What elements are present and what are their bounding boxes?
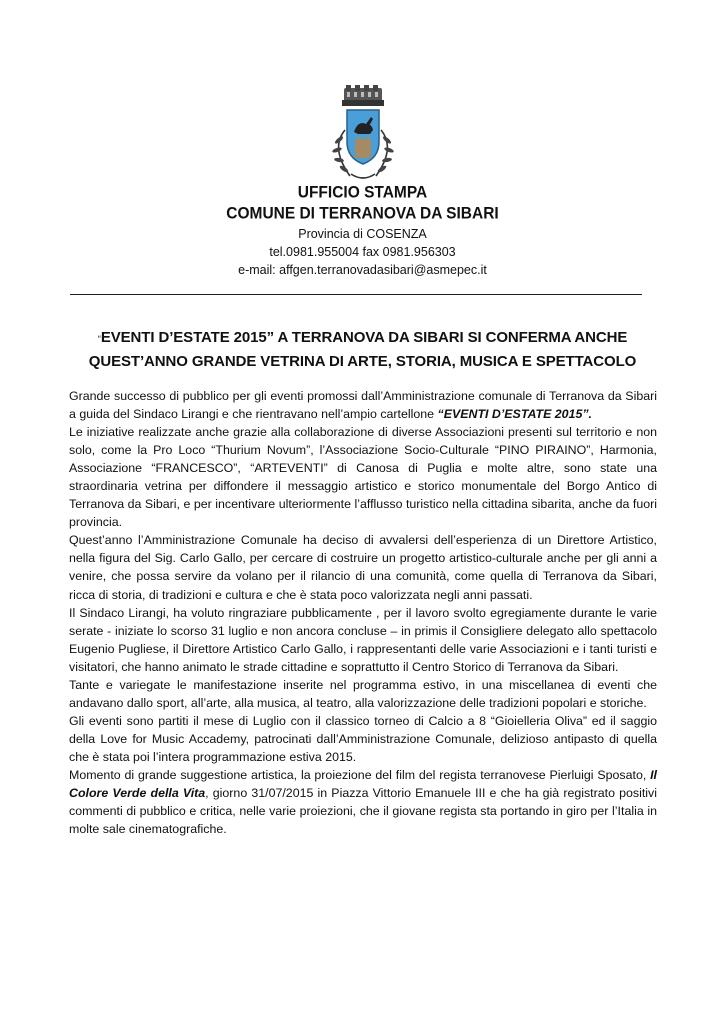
article-body <box>69 387 657 838</box>
email-line: e-mail: affgen.terranovadasibari@asmepec.it <box>238 263 487 277</box>
film-title: Il Colore Verde della Vita <box>69 767 657 801</box>
paragraph-1-text: Grande successo di pubblico per gli eventi promossi dall’Amministrazione comunale di Terranova da Sibari a guida del Sindaco Lirangi e che rientravano nell’ampio cartellone <box>69 389 657 422</box>
municipal-coat-of-arms-icon <box>318 84 408 188</box>
paragraph-7-end: , giorno 31/07/2015 in Piazza Vittorio Emanuele III e che ha già registrato positivi commenti di pubblico e critica, nelle varie proiezioni, che il giovane regista sta portando in giro per l’Italia in molte sale cinematografiche. <box>69 786 657 837</box>
paragraph-5: Tante e variegate le manifestazione inserite nel programma estivo, in una miscellanea di eventi che andavano dallo sport, all’arte, alla musica, al teatro, alla valorizzazione delle tradizioni popolari e storiche. <box>69 677 657 710</box>
paragraph-6: Gli eventi sono partiti il mese di Luglio con il classico torneo di Calcio a 8 “Gioielleria Oliva” ed il saggio della Love for Music Accademy, patrocinati dall’Amministrazione Comunale, delizioso antipasto di quella che è stata poi l’intera programmazione estiva 2015. <box>69 713 657 764</box>
paragraph-3: Quest’anno l’Amministrazione Comunale ha deciso di avvalersi dell’esperienza di un Direttore Artistico, nella figura del Sig. Carlo Gallo, per cercare di costruire un progetto artistico-culturale anche per gli anni a venire, che possa servire da volano per il rilancio di una comunità, come quella di Terranova da Sibari, ricca di storia, di tradizioni e cultura e che è stata poco valorizzata negli anni passati. <box>69 533 657 602</box>
phone-fax-line: tel.0981.955004 fax 0981.956303 <box>269 245 456 259</box>
headline-line-1: EVENTI D’ESTATE 2015” A TERRANOVA DA SIBARI SI CONFERMA ANCHE <box>100 329 628 346</box>
event-title-emphasis: “EVENTI D’ESTATE 2015”. <box>437 407 592 422</box>
paragraph-7-start: Momento di grande suggestione artistica, la proiezione del film del regista terranovese Pierluigi Sposato, <box>69 767 651 782</box>
header-divider <box>70 294 642 295</box>
paragraph-2: Le iniziative realizzate anche grazie alla collaborazione di diverse Associazioni presenti sul territorio e non solo, come la Pro Loco “Thurium Novum”, l’Associazione Socio-Culturale “PINO PIRAINO”, Harmonia, Associazione “FRANCESCO”, “ARTEVENTI” di Canosa di Puglia e molte altre, sono state una straordinaria vetrina per diffondere il messaggio artistico e storico monumentale del Borgo Antico di Terranova da Sibari, e per incentivare ulteriormente l’afflusso turistico nella cittadina sibarita, anche da fuori provincia. <box>69 425 657 530</box>
press-release-headline <box>60 327 665 373</box>
paragraph-1 <box>69 387 657 423</box>
paragraph-4: Il Sindaco Lirangi, ha voluto ringraziare pubblicamente , per il lavoro svolto egregiamente durante le varie serate - iniziate lo scorso 31 luglio e non ancora concluse – in primis il Consigliere delegato allo spettacolo Eugenio Pugliese, il Direttore Artistico Carlo Gallo, i rappresentanti delle varie Associazioni e i tanti turisti e visitatori, che hanno animato le strade cittadine e soprattutto il Centro Storico di Terranova da Sibari. <box>69 605 657 674</box>
press-office-title: UFFICIO STAMPA <box>297 183 428 202</box>
headline-line-2: QUEST’ANNO GRANDE VETRINA DI ARTE, STORIA, MUSICA E SPETTACOLO <box>88 353 637 370</box>
headline-open-quote: “ <box>97 334 101 345</box>
province-line: Provincia di COSENZA <box>298 227 427 241</box>
paragraph-7 <box>69 766 657 838</box>
municipality-title: COMUNE DI TERRANOVA DA SIBARI <box>226 204 499 223</box>
